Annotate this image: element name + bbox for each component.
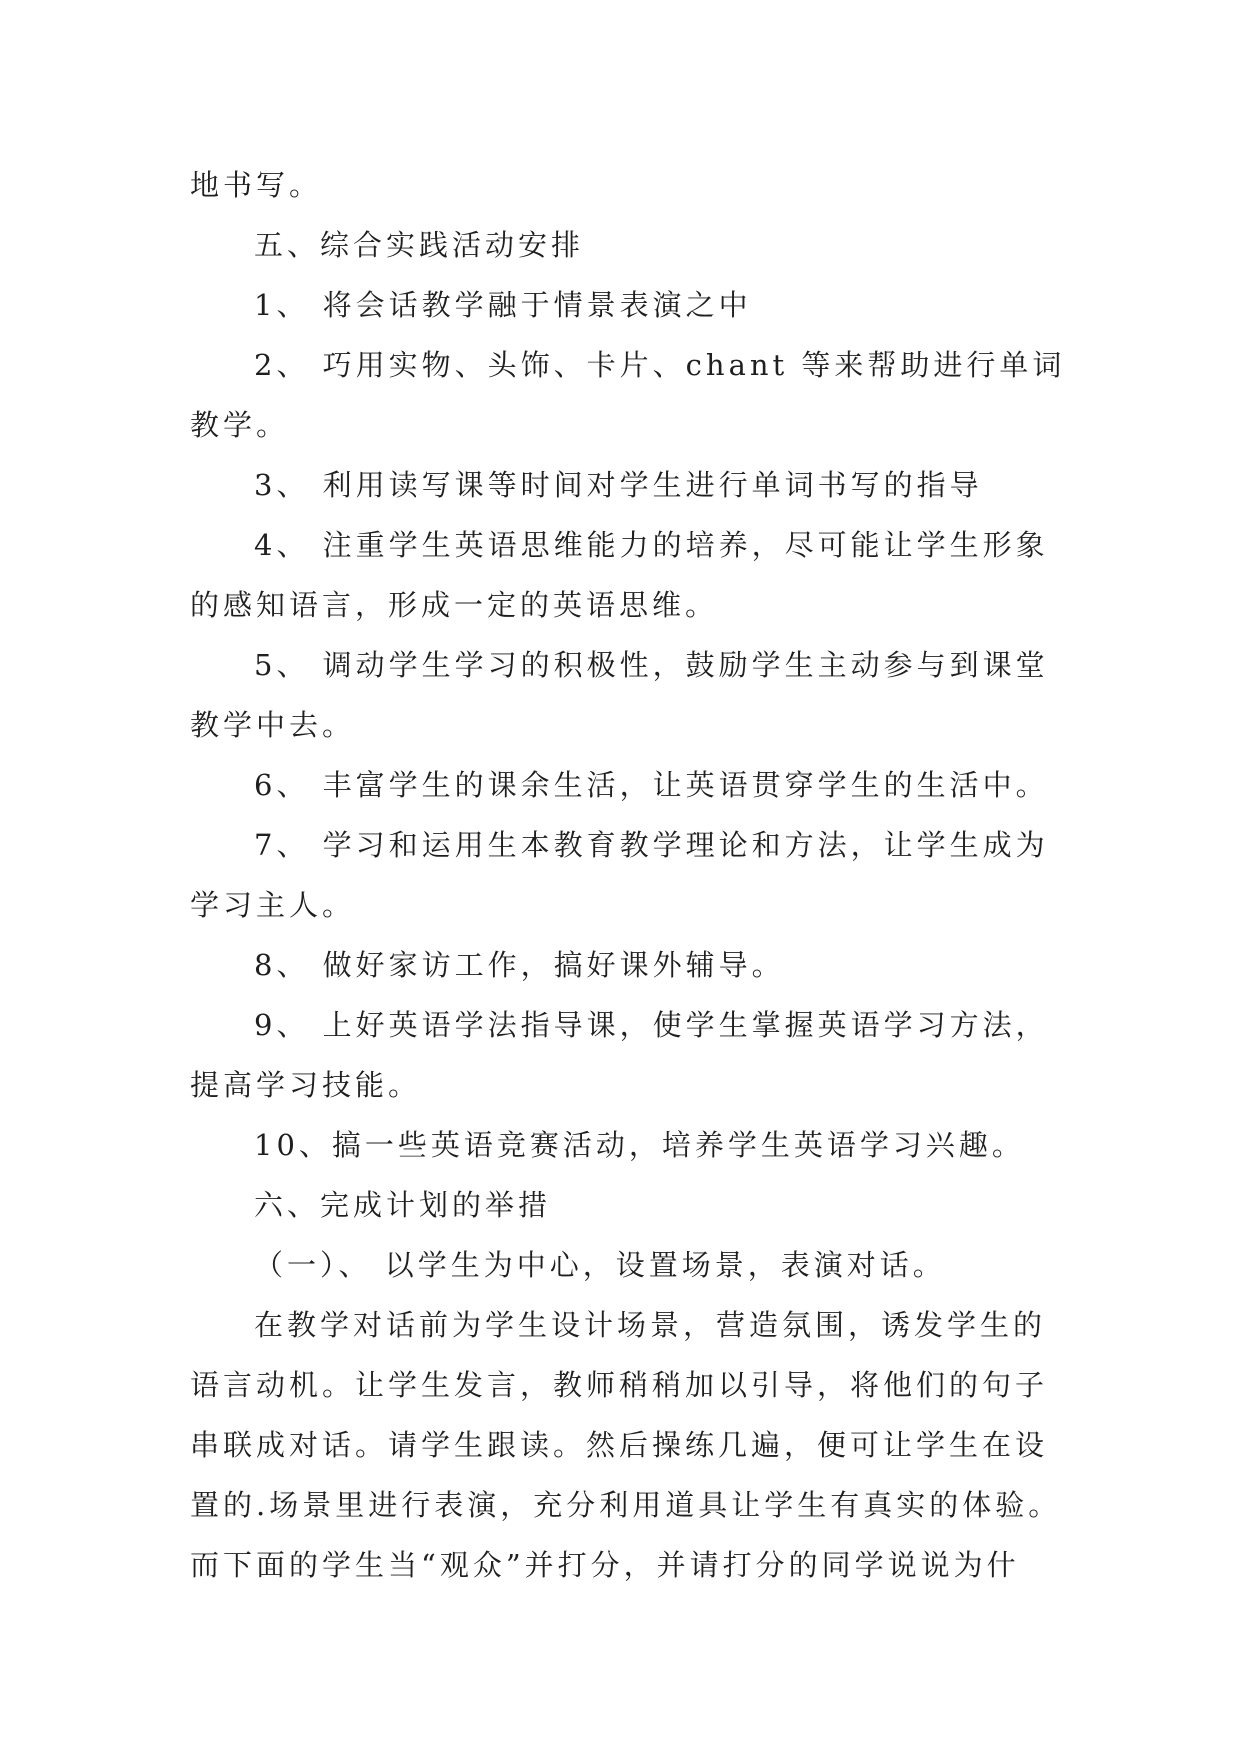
text-line: 学习主人。 [190, 888, 356, 922]
paragraph-line: 而下面的学生当“观众”并打分，并请打分的同学说说为什 [190, 1548, 1020, 1582]
list-item: 7、 学习和运用生本教育教学理论和方法，让学生成为 [254, 828, 1049, 862]
section-heading: 六、完成计划的举措 [254, 1188, 552, 1222]
subsection-heading: （一）、 以学生为中心，设置场景，表演对话。 [254, 1248, 946, 1282]
paragraph-line: 语言动机。让学生发言，教师稍稍加以引导，将他们的句子 [190, 1368, 1049, 1402]
list-item: 3、 利用读写课等时间对学生进行单词书写的指导 [254, 468, 983, 502]
paragraph-line: 置的.场景里进行表演，充分利用道具让学生有真实的体验。 [190, 1488, 1062, 1522]
list-item: 4、 注重学生英语思维能力的培养，尽可能让学生形象 [254, 528, 1049, 562]
text-line: 地书写。 [190, 168, 323, 202]
list-item: 8、 做好家访工作，搞好课外辅导。 [254, 948, 785, 982]
list-item: 5、 调动学生学习的积极性，鼓励学生主动参与到课堂 [254, 648, 1049, 682]
list-item: 2、 巧用实物、头饰、卡片、chant 等来帮助进行单词 [254, 348, 1066, 382]
document-body [190, 155, 1066, 1595]
text-line: 教学。 [190, 408, 290, 442]
text-line: 提高学习技能。 [190, 1068, 422, 1102]
text-line: 的感知语言，形成一定的英语思维。 [190, 588, 719, 622]
paragraph-line: 在教学对话前为学生设计场景，营造氛围，诱发学生的 [254, 1308, 1047, 1342]
list-item: 6、 丰富学生的课余生活，让英语贯穿学生的生活中。 [254, 768, 1049, 802]
paragraph-line: 串联成对话。请学生跟读。然后操练几遍，便可让学生在设 [190, 1428, 1049, 1462]
list-item: 1、 将会话教学融于情景表演之中 [254, 288, 752, 322]
text-line: 教学中去。 [190, 708, 356, 742]
list-item: 9、 上好英语学法指导课，使学生掌握英语学习方法， [254, 1008, 1049, 1042]
list-item: 10、搞一些英语竞赛活动，培养学生英语学习兴趣。 [254, 1128, 1025, 1162]
section-heading: 五、综合实践活动安排 [254, 228, 585, 262]
